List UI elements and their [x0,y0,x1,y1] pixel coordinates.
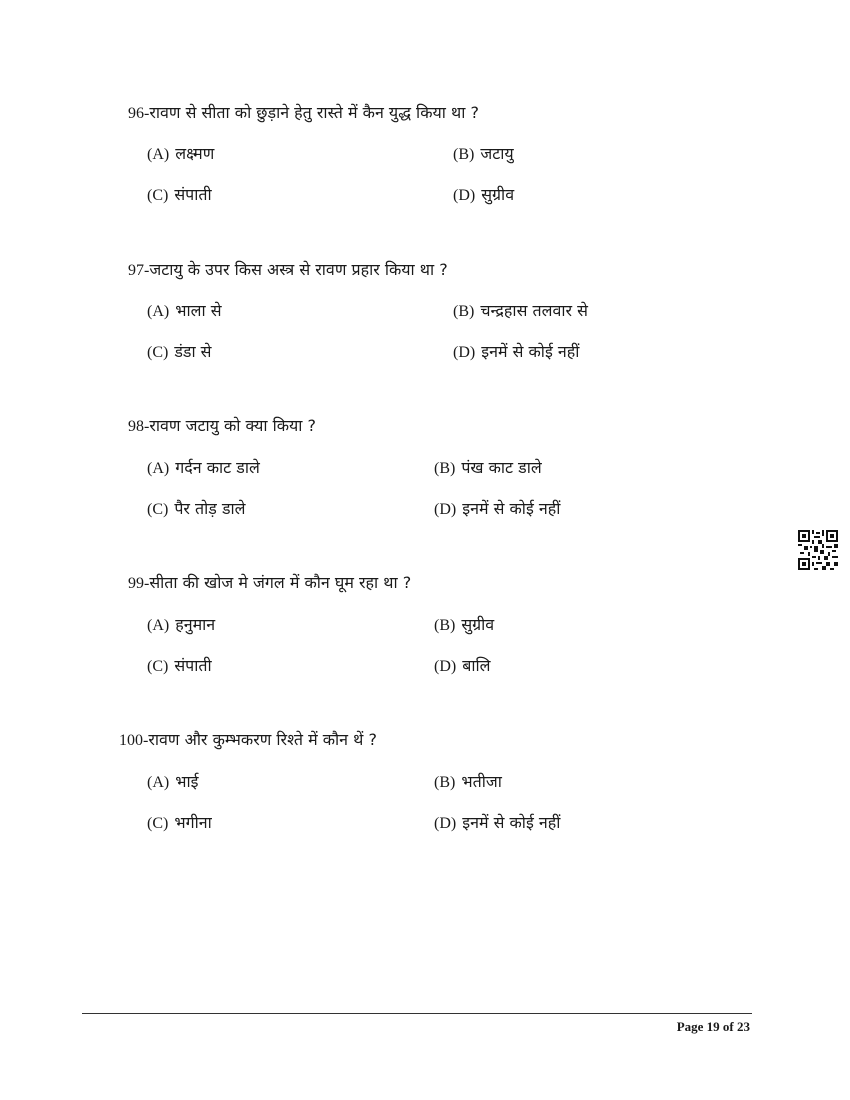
question-text: रावण और कुम्भकरण रिश्ते में कौन थें ? [148,730,377,749]
option-letter: (C) [147,815,169,832]
option-c [147,498,246,521]
option-letter: (C) [147,501,169,518]
page-number: 19 [706,1019,720,1034]
option-text: भाई [175,772,199,791]
option-letter: (D) [453,344,476,361]
option-letter: (B) [434,460,456,477]
option-letter: (D) [453,187,476,204]
question-text: जटायु के उपर किस अस्त्र से रावण प्रहार किया था ? [149,260,448,279]
question-text: सीता की खोज मे जंगल में कौन घूम रहा था ? [149,573,412,592]
option-letter: (C) [147,344,169,361]
option-text: भगीना [174,813,212,832]
option-letter: (D) [434,658,457,675]
option-text: सुग्रीव [481,185,515,204]
option-text: पंख काट डाले [461,458,542,477]
question-number: 97- [128,262,150,279]
option-letter: (A) [147,617,170,634]
option-text: भतीजा [461,772,502,791]
option-d [434,812,560,835]
option-b [434,771,502,794]
footer-divider [82,1013,752,1014]
option-text: बालि [462,656,491,675]
option-d [453,341,579,364]
option-a [147,457,260,480]
option-c [147,812,212,835]
option-a [147,143,214,166]
option-letter: (B) [453,146,475,163]
option-b [434,457,542,480]
option-a [147,771,198,794]
option-text: संपाती [174,185,212,204]
option-b [434,614,494,637]
question-97 [128,259,448,282]
option-text: डंडा से [174,342,212,361]
question-number: 99- [128,575,150,592]
option-letter: (B) [453,303,475,320]
option-letter: (A) [147,460,170,477]
option-text: चन्द्रहास तलवार से [480,301,588,320]
option-text: इनमें से कोई नहीं [462,499,561,518]
option-letter: (B) [434,774,456,791]
option-letter: (C) [147,187,169,204]
option-a [147,300,222,323]
page-footer [677,1019,750,1035]
question-96 [128,102,479,125]
option-letter: (D) [434,815,457,832]
option-letter: (A) [147,303,170,320]
option-d [434,655,491,678]
question-number: 96- [128,105,150,122]
option-text: हनुमान [175,615,216,634]
page-label: Page [676,1019,704,1034]
page-total: 23 [737,1019,750,1034]
option-d [453,184,514,207]
option-letter: (A) [147,774,170,791]
option-c [147,184,212,207]
question-number: 100- [119,732,149,749]
option-b [453,143,514,166]
option-letter: (A) [147,146,170,163]
option-text: गर्दन काट डाले [175,458,260,477]
option-a [147,614,215,637]
option-letter: (D) [434,501,457,518]
option-d [434,498,560,521]
option-b [453,300,588,323]
option-text: लक्ष्मण [175,144,215,163]
option-c [147,655,212,678]
option-text: भाला से [175,301,222,320]
option-text: संपाती [174,656,212,675]
question-98 [128,415,316,438]
question-100 [119,729,377,752]
option-text: इनमें से कोई नहीं [462,813,561,832]
qr-code-icon [798,530,838,570]
option-text: पैर तोड़ डाले [174,499,246,518]
option-letter: (B) [434,617,456,634]
question-number: 98- [128,418,150,435]
question-99 [128,572,411,595]
option-letter: (C) [147,658,169,675]
option-text: इनमें से कोई नहीं [481,342,580,361]
question-text: रावण जटायु को क्या किया ? [149,416,317,435]
option-text: जटायु [480,144,514,163]
question-text: रावण से सीता को छुड़ाने हेतु रास्ते में कैन युद्ध किया था ? [149,103,479,122]
page-of-label: of [722,1019,734,1034]
option-c [147,341,212,364]
option-text: सुग्रीव [461,615,495,634]
